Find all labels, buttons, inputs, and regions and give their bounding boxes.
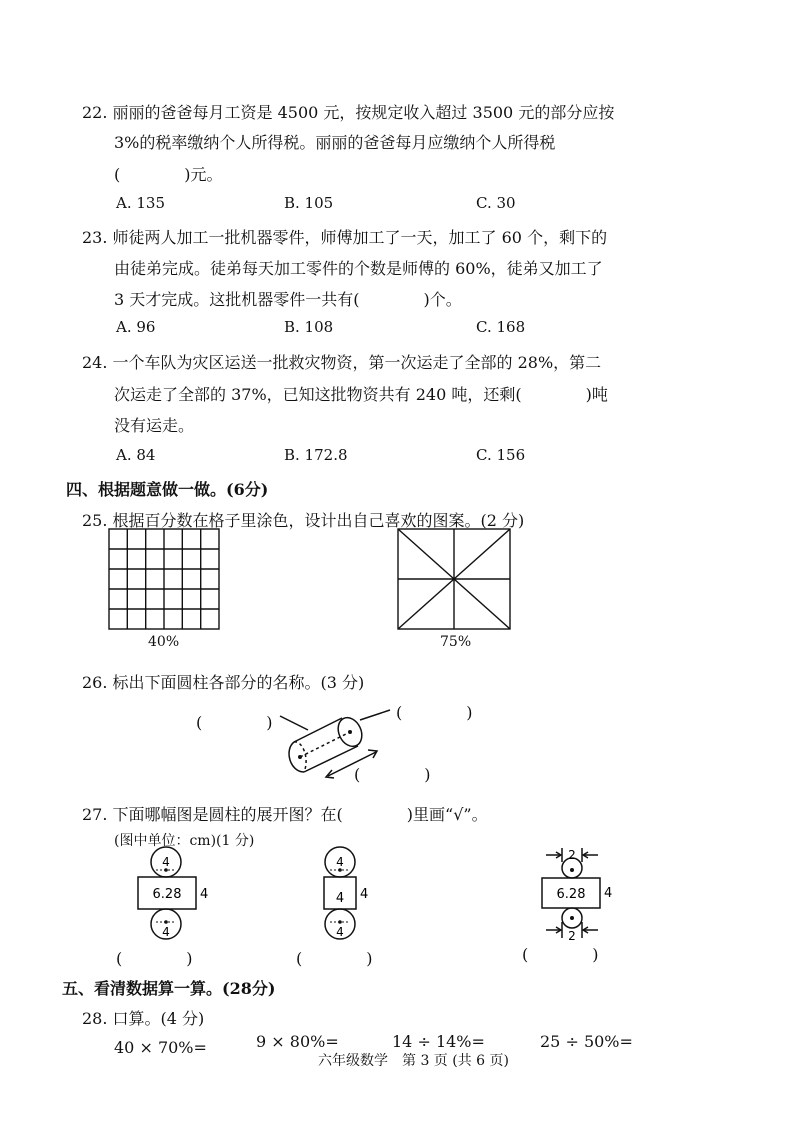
- q22-option-b[interactable]: B. 105: [284, 194, 334, 212]
- q27-blank-2[interactable]: ( ): [296, 949, 373, 968]
- q24-line1: 24. 一个车队为灾区运送一批救灾物资，第一次运走了全部的 28%，第二: [82, 353, 602, 372]
- net-3-rect-width: 6.28: [556, 887, 586, 902]
- net-1-diagram: [130, 846, 220, 942]
- q28-item-4: 25 ÷ 50%=: [540, 1032, 633, 1051]
- q28-text: 28. 口算。(4 分): [82, 1009, 205, 1028]
- cylinder-diagram: [270, 700, 400, 780]
- net-2-top-diameter: 4: [336, 855, 344, 869]
- q26-text: 26. 标出下面圆柱各部分的名称。(3 分): [82, 673, 365, 692]
- q22-option-a[interactable]: A. 135: [116, 194, 165, 212]
- q27-blank-3[interactable]: ( ): [522, 945, 599, 964]
- q26-blank-left[interactable]: ( ): [196, 713, 273, 732]
- q24-line2: 次运走了全部的 37%，已知这批物资共有 240 吨，还剩( )吨: [114, 385, 608, 404]
- q25-text: 25. 根据百分数在格子里涂色，设计出自己喜欢的图案。(2 分): [82, 511, 525, 530]
- page-footer: 六年级数学 第 3 页 (共 6 页): [318, 1053, 509, 1069]
- net-2-diagram: [318, 846, 378, 942]
- q28-item-3: 14 ÷ 14%=: [392, 1032, 485, 1051]
- section-5-heading: 五、看清数据算一算。(28分): [62, 979, 276, 998]
- net-2-bottom-diameter: 4: [336, 925, 344, 939]
- section-4-heading: 四、根据题意做一做。(6分): [66, 480, 269, 499]
- q23-line2: 由徒弟完成。徒弟每天加工零件的个数是师傅的 60%，徒弟又加工了: [114, 259, 603, 278]
- q26-blank-right[interactable]: ( ): [396, 703, 473, 722]
- net-3-top-diameter: 2: [568, 848, 576, 862]
- q22-option-c[interactable]: C. 30: [476, 194, 516, 212]
- net-1-bottom-diameter: 4: [162, 925, 170, 939]
- q26-blank-bottom[interactable]: ( ): [354, 765, 431, 784]
- q22-line2: 3%的税率缴纳个人所得税。丽丽的爸爸每月应缴纳个人所得税: [114, 133, 556, 152]
- q24-option-c[interactable]: C. 156: [476, 446, 526, 464]
- q25-grid[interactable]: [108, 528, 222, 632]
- net-3-diagram: [530, 842, 620, 942]
- net-2-rect-height: 4: [360, 887, 369, 902]
- net-2-rect-width: 4: [335, 891, 345, 906]
- q28-item-2: 9 × 80%=: [256, 1032, 339, 1051]
- q25-grid-label: 40%: [148, 634, 180, 650]
- q23-line1: 23. 师徒两人加工一批机器零件，师傅加工了一天，加工了 60 个，剩下的: [82, 228, 608, 247]
- q23-option-a[interactable]: A. 96: [116, 318, 156, 336]
- net-1-rect-height: 4: [200, 887, 209, 902]
- q24-option-b[interactable]: B. 172.8: [284, 446, 348, 464]
- net-3-rect-height: 4: [604, 886, 613, 901]
- q25-square[interactable]: [397, 528, 513, 632]
- q23-line3: 3 天才完成。这批机器零件一共有( )个。: [114, 290, 462, 309]
- net-3-bottom-diameter: 2: [568, 929, 576, 942]
- q23-option-c[interactable]: C. 168: [476, 318, 526, 336]
- q24-line3: 没有运走。: [114, 416, 195, 435]
- net-1-top-diameter: 4: [162, 855, 170, 869]
- net-1-rect-width: 6.28: [152, 887, 182, 902]
- q23-option-b[interactable]: B. 108: [284, 318, 334, 336]
- q28-item-1: 40 × 70%=: [114, 1038, 207, 1057]
- q27-blank-1[interactable]: ( ): [116, 949, 193, 968]
- q27-text: 27. 下面哪幅图是圆柱的展开图？在( )里画“√”。: [82, 805, 488, 824]
- q24-option-a[interactable]: A. 84: [116, 446, 156, 464]
- q22-answer-blank[interactable]: ( )元。: [114, 165, 223, 184]
- q25-square-label: 75%: [440, 634, 472, 650]
- q27-unit: (图中单位：cm)(1 分): [114, 833, 255, 849]
- q22-line1: 22. 丽丽的爸爸每月工资是 4500 元，按规定收入超过 3500 元的部分应按: [82, 103, 615, 122]
